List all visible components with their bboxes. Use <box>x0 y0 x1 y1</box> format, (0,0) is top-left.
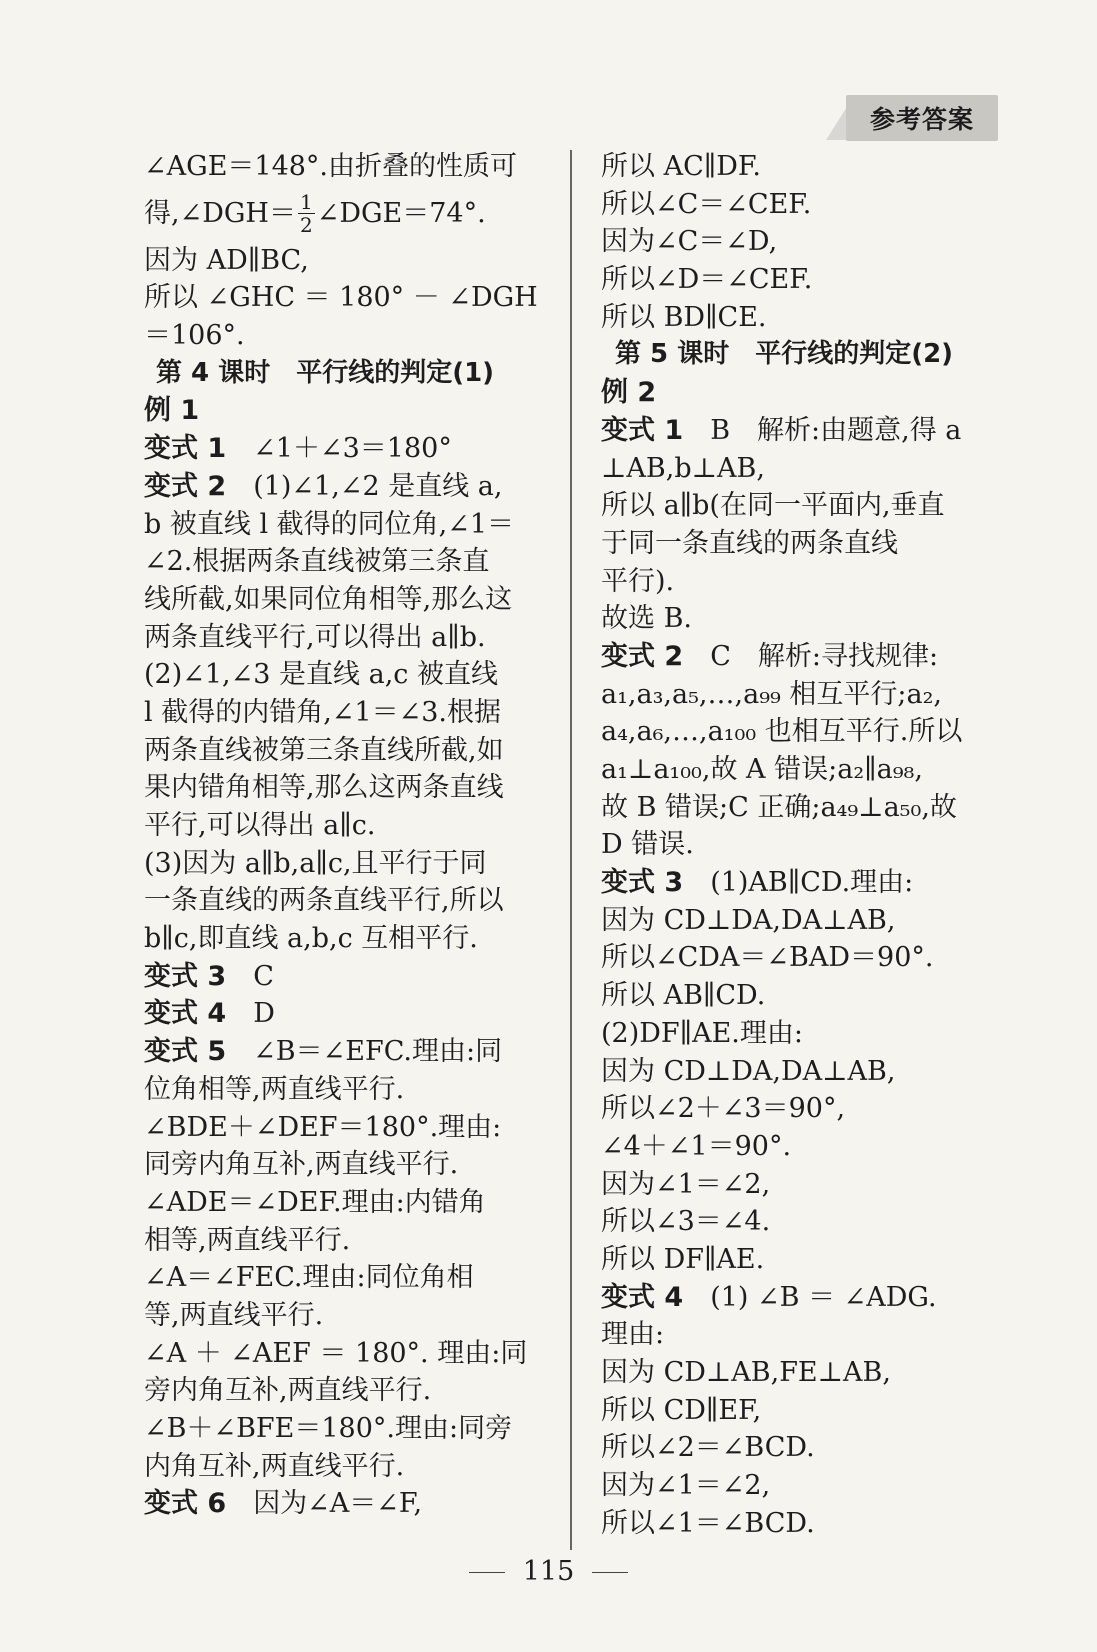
text-line: ∠A＝∠FEC.理由:同位角相 <box>144 1262 474 1294</box>
text-line: ∠BDE＋∠DEF＝180°.理由: <box>144 1111 502 1143</box>
variant-label: 变式 3 <box>601 867 684 899</box>
variant-text: B 解析:由题意,得 a <box>710 414 962 446</box>
text-line: 内角互补,两直线平行. <box>144 1450 405 1482</box>
text-line: 位角相等,两直线平行. <box>144 1073 405 1105</box>
text-line: 果内错角相等,那么这两条直线 <box>144 772 504 804</box>
variant-row <box>144 1033 544 1071</box>
text-line: 所以∠D＝∠CEF. <box>601 264 813 296</box>
variant-text: C 解析:寻找规律: <box>710 640 939 672</box>
text-line: 于同一条直线的两条直线 <box>601 527 898 559</box>
text-line: l 截得的内错角,∠1＝∠3.根据 <box>144 696 501 728</box>
text-line: 因为∠1＝∠2, <box>601 1470 771 1502</box>
variant-label: 变式 5 <box>144 1036 227 1068</box>
page-number-dash-left <box>469 1572 505 1573</box>
text-line: (2)DF∥AE.理由: <box>601 1017 803 1049</box>
text-line: 所以∠3＝∠4. <box>601 1206 771 1238</box>
column-divider <box>570 150 572 1550</box>
variant-row <box>601 1279 1011 1317</box>
variant-text: D <box>253 998 275 1030</box>
text-line: 所以 AB∥CD. <box>601 980 766 1012</box>
text-line: 所以∠2＝∠BCD. <box>601 1432 815 1464</box>
text-line: 所以 DF∥AE. <box>601 1243 765 1275</box>
right-column <box>601 148 1011 1542</box>
text-line: 两条直线平行,可以得出 a∥b. <box>144 621 486 653</box>
variant-text: (1)∠1,∠2 是直线 a, <box>253 470 503 502</box>
text-line: D 错误. <box>601 829 694 861</box>
text-line: a₄,a₆,…,a₁₀₀ 也相互平行.所以 <box>601 716 963 748</box>
variant-label: 变式 6 <box>144 1488 227 1520</box>
variant-label: 变式 3 <box>144 960 227 992</box>
variant-label: 变式 4 <box>601 1281 684 1313</box>
variant-text: 因为∠A＝∠F, <box>253 1488 423 1520</box>
text-line: 因为∠C＝∠D, <box>601 226 778 258</box>
text-line: b∥c,即直线 a,b,c 互相平行. <box>144 923 478 955</box>
text-line: 旁内角互补,两直线平行. <box>144 1375 432 1407</box>
variant-text: (1)AB∥CD.理由: <box>710 867 914 899</box>
text-line: 因为 CD⊥DA,DA⊥AB, <box>601 904 896 936</box>
variant-row <box>144 1485 544 1523</box>
variant-row <box>144 958 544 996</box>
variant-row <box>601 638 1011 676</box>
variant-text: ∠B＝∠EFC.理由:同 <box>253 1036 503 1068</box>
text-line: 故 B 错误;C 正确;a₄₉⊥a₅₀,故 <box>601 791 957 823</box>
variant-label: 变式 2 <box>601 640 684 672</box>
example-label: 例 1 <box>144 395 200 427</box>
variant-row <box>144 995 544 1033</box>
variant-row <box>601 412 1011 450</box>
text-line: 所以∠1＝∠BCD. <box>601 1507 815 1539</box>
fraction-line <box>144 186 544 242</box>
text-line: ∠A ＋ ∠AEF ＝ 180°. 理由:同 <box>144 1337 528 1369</box>
text-line: a₁⊥a₁₀₀,故 A 错误;a₂∥a₉₈, <box>601 754 923 785</box>
variant-label: 变式 1 <box>601 414 684 446</box>
variant-row <box>601 864 1011 902</box>
fraction-line-after: ∠DGE＝74°. <box>316 197 486 229</box>
variant-row <box>144 430 544 468</box>
text-line: ⊥AB,b⊥AB, <box>601 452 765 484</box>
text-line: 故选 B. <box>601 603 693 635</box>
text-line: 理由: <box>601 1319 665 1351</box>
text-line: (2)∠1,∠3 是直线 a,c 被直线 <box>144 659 498 691</box>
fraction <box>298 191 315 236</box>
fraction-numerator: 1 <box>299 190 313 215</box>
text-line: 所以 ∠GHC ＝ 180° － ∠DGH <box>144 282 538 314</box>
text-line: ∠ADE＝∠DEF.理由:内错角 <box>144 1186 486 1218</box>
text-line: 一条直线的两条直线平行,所以 <box>144 885 504 917</box>
fraction-denominator: 2 <box>299 213 313 238</box>
text-line: 所以 CD∥EF, <box>601 1394 762 1426</box>
variant-text: (1) ∠B ＝ ∠ADG. <box>710 1281 937 1313</box>
text-line: 因为 CD⊥DA,DA⊥AB, <box>601 1055 896 1087</box>
text-line: 所以∠C＝∠CEF. <box>601 188 812 220</box>
left-column <box>144 148 544 1523</box>
text-line: 平行,可以得出 a∥c. <box>144 810 376 841</box>
text-line: 平行). <box>601 565 675 597</box>
variant-text: C <box>253 960 274 992</box>
text-line: 所以 AC∥DF. <box>601 151 761 182</box>
section-title: 第 5 课时 平行线的判定(2) <box>615 339 954 370</box>
text-line: ∠4＋∠1＝90°. <box>601 1130 792 1162</box>
text-line: 因为 CD⊥AB,FE⊥AB, <box>601 1357 891 1388</box>
text-line: 相等,两直线平行. <box>144 1224 351 1256</box>
text-line: 等,两直线平行. <box>144 1299 324 1331</box>
variant-row <box>144 468 544 506</box>
header-badge: 参考答案 <box>846 95 998 141</box>
text-line: ∠B＋∠BFE＝180°.理由:同旁 <box>144 1413 513 1444</box>
text-line: a₁,a₃,a₅,…,a₉₉ 相互平行;a₂, <box>601 678 943 710</box>
text-line: ∠AGE＝148°.由折叠的性质可 <box>144 151 518 182</box>
fraction-line-before: 得,∠DGH＝ <box>144 197 296 229</box>
text-line: (3)因为 a∥b,a∥c,且平行于同 <box>144 847 487 879</box>
text-line: 所以∠2＋∠3＝90°, <box>601 1093 846 1125</box>
text-line: 因为∠1＝∠2, <box>601 1168 771 1200</box>
text-line: 所以 a∥b(在同一平面内,垂直 <box>601 490 945 522</box>
text-line: ＝106°. <box>144 320 245 352</box>
page-number-value: 115 <box>522 1556 575 1587</box>
text-line: 同旁内角互补,两直线平行. <box>144 1149 459 1181</box>
variant-label: 变式 1 <box>144 433 227 465</box>
text-line: 线所截,如果同位角相等,那么这 <box>144 583 513 615</box>
variant-label: 变式 2 <box>144 470 227 502</box>
text-line: ∠2.根据两条直线被第三条直 <box>144 546 490 578</box>
section-title: 第 4 课时 平行线的判定(1) <box>156 357 495 388</box>
text-line: b 被直线 l 截得的同位角,∠1＝ <box>144 508 515 540</box>
page-number-dash-right <box>592 1572 628 1573</box>
text-line: 所以∠CDA＝∠BAD＝90°. <box>601 942 934 974</box>
example-label: 例 2 <box>601 377 657 409</box>
variant-text: ∠1＋∠3＝180° <box>253 433 452 465</box>
text-line: 两条直线被第三条直线所截,如 <box>144 734 504 766</box>
text-line: 因为 AD∥BC, <box>144 244 309 276</box>
variant-label: 变式 4 <box>144 998 227 1030</box>
text-line: 所以 BD∥CE. <box>601 301 767 333</box>
page-number <box>0 1556 1097 1587</box>
